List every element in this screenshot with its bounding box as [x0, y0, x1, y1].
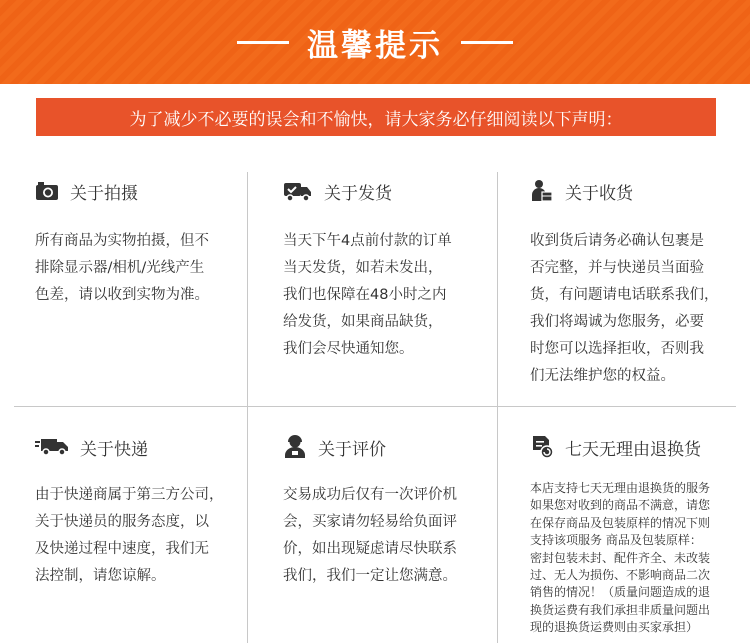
section-text	[35, 228, 247, 309]
section-returns	[498, 422, 750, 637]
text-line: 换货运费有我们承担非质量问题出	[530, 602, 711, 617]
text-line: 销售的情况！（质量问题造成的退	[530, 585, 711, 600]
text-line: 价，如出现疑虑请尽快联系	[283, 541, 457, 557]
text-line: 我们将竭诚为您服务，必要	[530, 314, 704, 330]
section-shipping	[248, 166, 497, 363]
section-text	[530, 228, 750, 390]
info-grid	[0, 166, 750, 643]
section-express	[0, 422, 247, 590]
text-line: 我们，我们一定让您满意。	[283, 568, 457, 584]
section-title: 关于拍摄	[70, 183, 138, 204]
text-line: 当天发货，如若未发出，	[283, 260, 443, 276]
text-line: 由于快递商属于第三方公司，	[35, 487, 224, 503]
text-line: 交易成功后仅有一次评价机	[283, 487, 457, 503]
text-line: 我们会尽快通知您。	[283, 341, 414, 357]
receive-package-icon	[530, 179, 554, 203]
text-line: 给发货，如果商品缺货，	[283, 314, 443, 330]
text-line: 本店支持七天无理由退换货的服务	[530, 481, 711, 495]
section-photography	[0, 166, 247, 309]
header-title-group	[0, 20, 750, 64]
express-truck-icon	[35, 435, 69, 459]
text-line: 及快递过程中速度，我们无	[35, 541, 209, 557]
text-line: 否完整，并与快递员当面验	[530, 260, 704, 276]
text-line: 排除显示器/相机/光线产生	[35, 260, 205, 276]
section-text	[283, 482, 497, 590]
text-line: 关于快递员的服务态度，以	[35, 514, 209, 530]
section-receiving	[498, 166, 750, 390]
text-line: 如果您对收到的商品不满意，请您	[530, 498, 711, 513]
text-line: 时您可以选择拒收，否则我	[530, 341, 704, 357]
title-decoration-right	[461, 41, 513, 44]
section-review	[248, 422, 497, 590]
customer-service-icon	[283, 435, 307, 459]
title-decoration-left	[237, 41, 289, 44]
text-line: 过、无人为损伤、不影响商品二次	[530, 568, 711, 583]
text-line: 当天下午4点前付款的订单	[283, 233, 452, 249]
text-line: 我们也保障在48小时之内	[283, 287, 447, 303]
text-line: 密封包装未封、配件齐全、未改装	[530, 550, 711, 565]
camera-icon	[35, 179, 59, 203]
text-line: 收到货后请务必确认包裹是	[530, 233, 704, 249]
text-line: 在保存商品及包装原样的情况下则	[530, 515, 711, 530]
return-document-icon	[530, 435, 554, 459]
section-text	[35, 482, 247, 590]
section-title: 关于发货	[324, 183, 392, 204]
text-line: 法控制，请您谅解。	[35, 568, 166, 584]
text-line: 色差，请以收到实物为准。	[35, 287, 209, 303]
text-line: 现的退换货运费则由买家承担）	[530, 620, 699, 635]
page-title: 温馨提示	[307, 27, 443, 64]
notice-banner: 为了减少不必要的误会和不愉快，请大家务必仔细阅读以下声明：	[36, 98, 716, 136]
delivery-truck-icon	[283, 179, 313, 203]
section-title: 关于评价	[318, 439, 386, 460]
section-title: 关于收货	[565, 183, 633, 204]
text-line: 所有商品为实物拍摄，但不	[35, 233, 209, 249]
text-line: 们无法维护您的权益。	[530, 368, 675, 384]
section-text	[530, 480, 750, 637]
text-line: 货，有问题请电话联系我们，	[530, 287, 719, 303]
row-divider	[14, 406, 736, 407]
header-bar	[0, 0, 750, 84]
section-title: 关于快递	[80, 439, 148, 460]
section-title: 七天无理由退换货	[565, 439, 701, 460]
section-text	[283, 228, 497, 363]
text-line: 支持该项服务 商品及包装原样：	[530, 533, 702, 548]
text-line: 会，买家请勿轻易给负面评	[283, 514, 457, 530]
